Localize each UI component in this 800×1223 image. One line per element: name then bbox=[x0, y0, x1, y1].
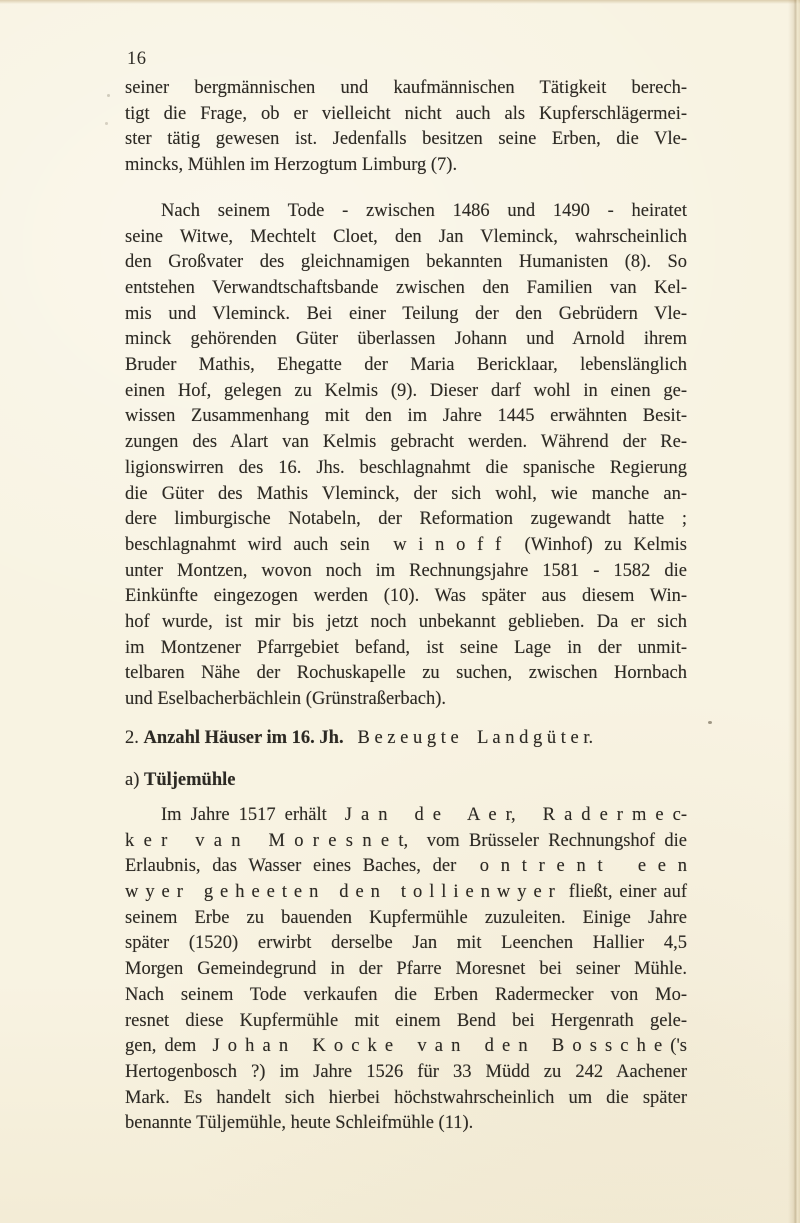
text-line: dere limburgische Notabeln, der Reformation zugewandt hatte ; bbox=[125, 509, 687, 530]
text-line: im Montzener Pfarrgebiet befand, ist seine Lage in der unmit- bbox=[125, 637, 687, 658]
text-line: die Güter des Mathis Vleminck, der sich wohl, wie manche an- bbox=[125, 483, 687, 504]
text-line: Nach seinem Tode - zwischen 1486 und 1490 - heiratet bbox=[161, 200, 687, 221]
scan-speck bbox=[107, 94, 110, 97]
text-line: und Eselbacherbächlein (Grünstraßerbach). bbox=[125, 689, 447, 710]
text-line: ligionswirren des 16. Jhs. beschlagnahmt die spanische Regierung bbox=[125, 457, 687, 478]
page-edge-shadow bbox=[788, 0, 800, 1223]
text-line: k e r v a n M o r e s n e t, vom Brüsseler Rechnungshof die bbox=[125, 830, 687, 851]
text-line: Erlaubnis, das Wasser eines Baches, der o n t r e n t e e n bbox=[125, 856, 687, 877]
text-line: entstehen Verwandtschaftsbande zwischen den Familien van Kel- bbox=[125, 277, 687, 298]
heading-bold-text: Anzahl Häuser im 16. Jh. bbox=[143, 727, 344, 748]
text-line: den Großvater des gleichnamigen bekannten Humanisten (8). So bbox=[125, 252, 687, 273]
text-line: beschlagnahmt wird auch sein w i n o f f (Winhof) zu Kelmis bbox=[125, 534, 687, 555]
text-line: wissen Zusammenhang mit den im Jahre 1445 erwähnten Besit- bbox=[125, 406, 687, 427]
text-line: tigt die Frage, ob er vielleicht nicht auch als Kupferschlägermei- bbox=[125, 103, 687, 124]
text-line: später (1520) erwirbt derselbe Jan mit Leenchen Hallier 4,5 bbox=[125, 933, 687, 954]
text-line: Nach seinem Tode verkaufen die Erben Radermecker von Mo- bbox=[125, 984, 687, 1005]
text-line: Bruder Mathis, Ehegatte der Maria Bericklaar, lebenslänglich bbox=[125, 355, 687, 376]
text-line: w y e r g e h e e t e n d e n t o l l i e n w y e r fließt, einer auf bbox=[125, 881, 687, 902]
text-line: mis und Vleminck. Bei einer Teilung der den Gebrüdern Vle- bbox=[125, 303, 687, 324]
text-line: Morgen Gemeindegrund in der Pfarre Moresnet bei seiner Mühle. bbox=[125, 959, 687, 980]
text-line: seinem Erbe zu bauenden Kupfermühle zuzuleiten. Einige Jahre bbox=[125, 907, 687, 928]
text-line: seiner bergmännischen und kaufmännischen Tätigkeit berech- bbox=[125, 78, 687, 98]
text-line: mincks, Mühlen im Herzogtum Limburg (7). bbox=[125, 155, 458, 176]
heading-text: B e z e u g t e L a n d g ü t e r. bbox=[343, 727, 594, 748]
text-line: unter Montzen, wovon noch im Rechnungsjahre 1581 - 1582 die bbox=[125, 560, 687, 581]
text-line: einen Hof, gelegen zu Kelmis (9). Dieser darf wohl in einen ge- bbox=[125, 380, 687, 401]
scan-speck bbox=[708, 721, 712, 724]
text-line: Mark. Es handelt sich hierbei höchstwahrscheinlich um die später bbox=[125, 1087, 687, 1108]
text-line: telbaren Nähe der Rochuskapelle zu suchen, zwischen Hornbach bbox=[125, 663, 687, 684]
heading-text: a) bbox=[125, 769, 144, 790]
heading bbox=[125, 725, 687, 751]
text-line: zungen des Alart van Kelmis gebracht werden. Während der Re- bbox=[125, 432, 687, 453]
subheading bbox=[125, 767, 687, 793]
page-number: 16 bbox=[127, 49, 147, 69]
paragraph bbox=[125, 803, 687, 1137]
heading-bold-text: Tüljemühle bbox=[144, 769, 236, 790]
scan-speck bbox=[105, 122, 108, 125]
paragraph bbox=[125, 76, 687, 179]
text-line: hof wurde, ist mir bis jetzt noch unbekannt geblieben. Da er sich bbox=[125, 612, 687, 633]
text-line: Einkünfte eingezogen werden (10). Was später aus diesem Win- bbox=[125, 586, 687, 607]
text-line: gen, dem J o h a n K o c k e v a n d e n B o s s c h e ('s bbox=[125, 1036, 687, 1057]
text-line: minck gehörenden Güter überlassen Johann und Arnold ihrem bbox=[125, 329, 687, 350]
text-line: seine Witwe, Mechtelt Cloet, den Jan Vleminck, wahrscheinlich bbox=[125, 226, 687, 247]
paragraph bbox=[125, 199, 687, 713]
text-line: resnet diese Kupfermühle mit einem Bend bei Hergenrath gele- bbox=[125, 1010, 687, 1031]
heading-text: 2. bbox=[125, 727, 144, 748]
scan-top-edge bbox=[0, 0, 800, 4]
page-content bbox=[125, 76, 687, 1137]
text-line: Hertogenbosch ?) im Jahre 1526 für 33 Müdd zu 242 Aachener bbox=[125, 1061, 687, 1082]
text-line: benannte Tüljemühle, heute Schleifmühle (11). bbox=[125, 1113, 474, 1134]
text-line: ster tätig gewesen ist. Jedenfalls besitzen seine Erben, die Vle- bbox=[125, 129, 687, 150]
text-line: Im Jahre 1517 erhält J a n d e A e r, R a d e r m e c- bbox=[161, 804, 687, 825]
